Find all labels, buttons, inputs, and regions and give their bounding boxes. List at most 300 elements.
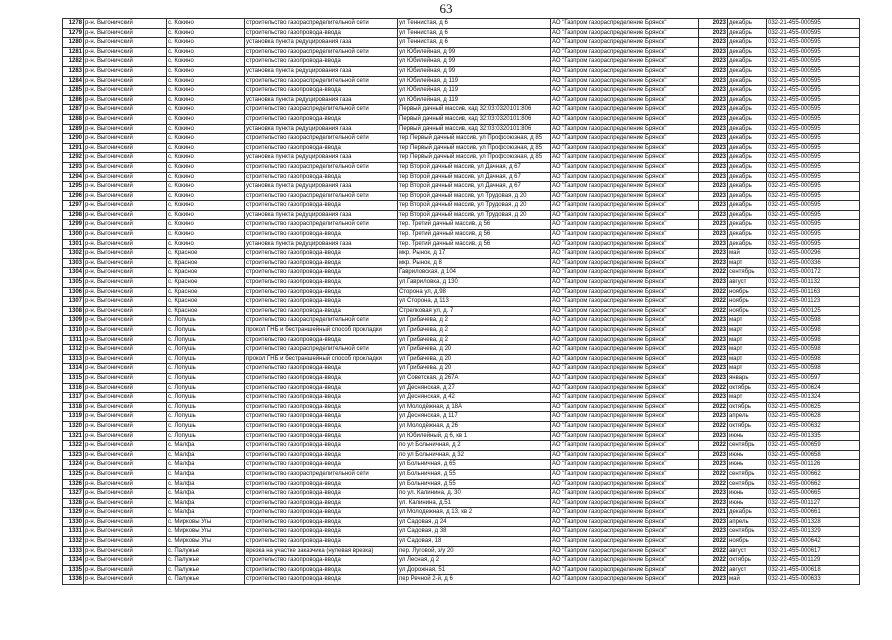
address-cell: мкр. Рынок, д 8	[398, 258, 551, 268]
code-cell: 032-22-455-001132	[767, 278, 860, 288]
table-row	[63, 527, 860, 537]
month-cell: сентябрь	[728, 469, 767, 479]
district-cell: р-н. Выгоничский	[84, 460, 167, 470]
village-cell: с. Лопушь	[167, 364, 245, 374]
village-cell: с. Красное	[167, 297, 245, 307]
row-number: 1303	[63, 258, 84, 268]
village-cell: с. Лопушь	[167, 383, 245, 393]
organization-cell: АО "Газпром газораспределение Брянск"	[551, 575, 699, 585]
district-cell: р-н. Выгоничский	[84, 489, 167, 499]
address-cell: ул Деснянская, д 42	[398, 393, 551, 403]
village-cell: с. Кокино	[167, 105, 245, 115]
address-cell: тер Второй дачный массив, ул Трудовая, д 20	[398, 191, 551, 201]
table-row	[63, 316, 860, 326]
row-number: 1323	[63, 450, 84, 460]
work-type-cell: строительство газопровода-ввода	[245, 249, 398, 259]
table-row	[63, 287, 860, 297]
organization-cell: АО "Газпром газораспределение Брянск"	[551, 220, 699, 230]
table-row	[63, 469, 860, 479]
district-cell: р-н. Выгоничский	[84, 57, 167, 67]
district-cell: р-н. Выгоничский	[84, 134, 167, 144]
table-row	[63, 498, 860, 508]
work-type-cell: строительство газопровода-ввода	[245, 565, 398, 575]
organization-cell: АО "Газпром газораспределение Брянск"	[551, 546, 699, 556]
row-number: 1279	[63, 28, 84, 38]
year-cell: 2023	[699, 114, 728, 124]
table-row	[63, 402, 860, 412]
village-cell: с. Кокино	[167, 210, 245, 220]
district-cell: р-н. Выгоничский	[84, 421, 167, 431]
district-cell: р-н. Выгоничский	[84, 172, 167, 182]
month-cell: август	[728, 565, 767, 575]
code-cell: 032-21-455-000618	[767, 565, 860, 575]
table-row	[63, 258, 860, 268]
district-cell: р-н. Выгоничский	[84, 19, 167, 29]
code-cell: 032-21-455-000595	[767, 182, 860, 192]
village-cell: с. Кокино	[167, 191, 245, 201]
month-cell: сентябрь	[728, 441, 767, 451]
address-cell: ул Теннистая, д 6	[398, 19, 551, 29]
address-cell: тер. Третий дачный массив, д 56	[398, 220, 551, 230]
row-number: 1280	[63, 38, 84, 48]
district-cell: р-н. Выгоничский	[84, 38, 167, 48]
month-cell: июнь	[728, 431, 767, 441]
work-type-cell: строительство газопровода-ввода	[245, 114, 398, 124]
month-cell: апрель	[728, 517, 767, 527]
district-cell: р-н. Выгоничский	[84, 28, 167, 38]
address-cell: ул Грибачева, д 2	[398, 335, 551, 345]
organization-cell: АО "Газпром газораспределение Брянск"	[551, 306, 699, 316]
table-row	[63, 143, 860, 153]
address-cell: ул Юбилейная, д 99	[398, 47, 551, 57]
village-cell: с. Красное	[167, 249, 245, 259]
month-cell: декабрь	[728, 143, 767, 153]
month-cell: декабрь	[728, 201, 767, 211]
row-number: 1311	[63, 335, 84, 345]
month-cell: декабрь	[728, 172, 767, 182]
address-cell: ул Больничная, д 65	[398, 460, 551, 470]
organization-cell: АО "Газпром газораспределение Брянск"	[551, 354, 699, 364]
month-cell: октябрь	[728, 421, 767, 431]
district-cell: р-н. Выгоничский	[84, 162, 167, 172]
month-cell: декабрь	[728, 230, 767, 240]
table-row	[63, 162, 860, 172]
month-cell: декабрь	[728, 86, 767, 96]
month-cell: март	[728, 335, 767, 345]
row-number: 1281	[63, 47, 84, 57]
organization-cell: АО "Газпром газораспределение Брянск"	[551, 57, 699, 67]
district-cell: р-н. Выгоничский	[84, 479, 167, 489]
address-cell: Сторона ул, д.98	[398, 287, 551, 297]
year-cell: 2022	[699, 383, 728, 393]
district-cell: р-н. Выгоничский	[84, 153, 167, 163]
row-number: 1324	[63, 460, 84, 470]
code-cell: 032-21-455-000624	[767, 383, 860, 393]
year-cell: 2023	[699, 258, 728, 268]
year-cell: 2023	[699, 124, 728, 134]
address-cell: ул Гавриловка, д 130	[398, 278, 551, 288]
organization-cell: АО "Газпром газораспределение Брянск"	[551, 124, 699, 134]
table-body	[63, 19, 860, 585]
address-cell: ул Юбилейная, д 99	[398, 66, 551, 76]
year-cell: 2023	[699, 498, 728, 508]
gasification-table-sheet	[62, 18, 832, 585]
address-cell: ул Садовая, д 38	[398, 527, 551, 537]
village-cell: с. Кокино	[167, 220, 245, 230]
month-cell: июнь	[728, 450, 767, 460]
organization-cell: АО "Газпром газораспределение Брянск"	[551, 38, 699, 48]
work-type-cell: строительство газопровода-ввода	[245, 86, 398, 96]
row-number: 1325	[63, 469, 84, 479]
district-cell: р-н. Выгоничский	[84, 201, 167, 211]
month-cell: декабрь	[728, 239, 767, 249]
district-cell: р-н. Выгоничский	[84, 268, 167, 278]
table-row	[63, 441, 860, 451]
district-cell: р-н. Выгоничский	[84, 402, 167, 412]
district-cell: р-н. Выгоничский	[84, 95, 167, 105]
district-cell: р-н. Выгоничский	[84, 306, 167, 316]
work-type-cell: строительство газопровода-ввода	[245, 258, 398, 268]
month-cell: июнь	[728, 460, 767, 470]
row-number: 1298	[63, 210, 84, 220]
address-cell: ул Грибачева, д 20	[398, 345, 551, 355]
village-cell: с. Малфа	[167, 508, 245, 518]
code-cell: 032-21-455-000595	[767, 38, 860, 48]
district-cell: р-н. Выгоничский	[84, 278, 167, 288]
row-number: 1306	[63, 287, 84, 297]
village-cell: с. Лопушь	[167, 412, 245, 422]
year-cell: 2023	[699, 517, 728, 527]
month-cell: декабрь	[728, 66, 767, 76]
organization-cell: АО "Газпром газораспределение Брянск"	[551, 172, 699, 182]
row-number: 1333	[63, 546, 84, 556]
row-number: 1305	[63, 278, 84, 288]
year-cell: 2022	[699, 306, 728, 316]
village-cell: с. Кокино	[167, 28, 245, 38]
district-cell: р-н. Выгоничский	[84, 287, 167, 297]
row-number: 1278	[63, 19, 84, 29]
work-type-cell: строительство газораспределительной сети	[245, 345, 398, 355]
work-type-cell: установка пункта редуцирования газа	[245, 124, 398, 134]
address-cell: ул Юбилейная, д 99	[398, 57, 551, 67]
village-cell: с. Лопушь	[167, 402, 245, 412]
village-cell: с. Кокино	[167, 86, 245, 96]
village-cell: с. Кокино	[167, 95, 245, 105]
table-row	[63, 556, 860, 566]
organization-cell: АО "Газпром газораспределение Брянск"	[551, 460, 699, 470]
year-cell: 2023	[699, 47, 728, 57]
table-row	[63, 230, 860, 240]
village-cell: с. Мирковы Угы	[167, 527, 245, 537]
district-cell: р-н. Выгоничский	[84, 191, 167, 201]
row-number: 1297	[63, 201, 84, 211]
table-row	[63, 76, 860, 86]
work-type-cell: строительство газораспределительной сети	[245, 134, 398, 144]
row-number: 1326	[63, 479, 84, 489]
work-type-cell: установка пункта редуцирования газа	[245, 210, 398, 220]
month-cell: ноябрь	[728, 537, 767, 547]
row-number: 1313	[63, 354, 84, 364]
district-cell: р-н. Выгоничский	[84, 441, 167, 451]
work-type-cell: строительство газопровода-ввода	[245, 201, 398, 211]
address-cell: ул Больничная, д 55	[398, 479, 551, 489]
code-cell: 032-21-455-000595	[767, 66, 860, 76]
address-cell: тер Второй дачный массив, ул Дачная, д 67	[398, 182, 551, 192]
work-type-cell: строительство газопровода-ввода	[245, 278, 398, 288]
organization-cell: АО "Газпром газораспределение Брянск"	[551, 335, 699, 345]
month-cell: март	[728, 316, 767, 326]
row-number: 1315	[63, 373, 84, 383]
address-cell: тер Первый дачный массив, ул Профсоюзная, д 85	[398, 134, 551, 144]
district-cell: р-н. Выгоничский	[84, 345, 167, 355]
month-cell: ноябрь	[728, 297, 767, 307]
work-type-cell: строительство газопровода-ввода	[245, 373, 398, 383]
work-type-cell: строительство газопровода-ввода	[245, 143, 398, 153]
year-cell: 2023	[699, 230, 728, 240]
address-cell: ул Молодежная, д 13, кв 2	[398, 508, 551, 518]
year-cell: 2023	[699, 134, 728, 144]
work-type-cell: установка пункта редуцирования газа	[245, 182, 398, 192]
organization-cell: АО "Газпром газораспределение Брянск"	[551, 95, 699, 105]
table-row	[63, 114, 860, 124]
month-cell: январь	[728, 373, 767, 383]
year-cell: 2022	[699, 421, 728, 431]
organization-cell: АО "Газпром газораспределение Брянск"	[551, 364, 699, 374]
organization-cell: АО "Газпром газораспределение Брянск"	[551, 316, 699, 326]
address-cell: Первый дачный массив, кад 32:03:0320101:806	[398, 105, 551, 115]
village-cell: с. Малфа	[167, 450, 245, 460]
work-type-cell: строительство газопровода-ввода	[245, 479, 398, 489]
organization-cell: АО "Газпром газораспределение Брянск"	[551, 19, 699, 29]
row-number: 1296	[63, 191, 84, 201]
address-cell: ул Грибачева, д 20	[398, 364, 551, 374]
month-cell: декабрь	[728, 124, 767, 134]
organization-cell: АО "Газпром газораспределение Брянск"	[551, 287, 699, 297]
village-cell: с. Кокино	[167, 239, 245, 249]
district-cell: р-н. Выгоничский	[84, 47, 167, 57]
village-cell: с. Лопушь	[167, 354, 245, 364]
work-type-cell: строительство газопровода-ввода	[245, 441, 398, 451]
organization-cell: АО "Газпром газораспределение Брянск"	[551, 556, 699, 566]
table-row	[63, 153, 860, 163]
month-cell: декабрь	[728, 191, 767, 201]
row-number: 1283	[63, 66, 84, 76]
organization-cell: АО "Газпром газораспределение Брянск"	[551, 450, 699, 460]
table-row	[63, 220, 860, 230]
work-type-cell: строительство газопровода-ввода	[245, 364, 398, 374]
village-cell: с. Кокино	[167, 134, 245, 144]
year-cell: 2023	[699, 19, 728, 29]
month-cell: март	[728, 258, 767, 268]
year-cell: 2023	[699, 345, 728, 355]
organization-cell: АО "Газпром газораспределение Брянск"	[551, 402, 699, 412]
code-cell: 032-21-455-000617	[767, 546, 860, 556]
organization-cell: АО "Газпром газораспределение Брянск"	[551, 565, 699, 575]
address-cell: ул Советская, д 267А	[398, 373, 551, 383]
table-row	[63, 191, 860, 201]
row-number: 1336	[63, 575, 84, 585]
year-cell: 2022	[699, 537, 728, 547]
work-type-cell: строительство газопровода-ввода	[245, 431, 398, 441]
village-cell: с. Кокино	[167, 19, 245, 29]
table-row	[63, 479, 860, 489]
code-cell: 032-21-455-000595	[767, 191, 860, 201]
organization-cell: АО "Газпром газораспределение Брянск"	[551, 258, 699, 268]
work-type-cell: строительство газораспределительной сети	[245, 105, 398, 115]
address-cell: Первый дачный массив, кад 32:03:0320101:806	[398, 114, 551, 124]
address-cell: по ул Больничная, д 32	[398, 450, 551, 460]
year-cell: 2023	[699, 143, 728, 153]
organization-cell: АО "Газпром газораспределение Брянск"	[551, 326, 699, 336]
organization-cell: АО "Газпром газораспределение Брянск"	[551, 373, 699, 383]
gasification-table	[62, 18, 860, 585]
table-row	[63, 517, 860, 527]
village-cell: с. Красное	[167, 306, 245, 316]
row-number: 1304	[63, 268, 84, 278]
year-cell: 2023	[699, 575, 728, 585]
year-cell: 2022	[699, 479, 728, 489]
work-type-cell: строительство газораспределительной сети	[245, 162, 398, 172]
month-cell: апрель	[728, 412, 767, 422]
row-number: 1319	[63, 412, 84, 422]
code-cell: 032-21-455-000598	[767, 316, 860, 326]
district-cell: р-н. Выгоничский	[84, 220, 167, 230]
year-cell: 2022	[699, 297, 728, 307]
table-row	[63, 306, 860, 316]
table-row	[63, 335, 860, 345]
row-number: 1335	[63, 565, 84, 575]
address-cell: мкр. Рынок, д 17	[398, 249, 551, 259]
address-cell: ул Грибачева, д 2	[398, 316, 551, 326]
village-cell: с. Лопушь	[167, 345, 245, 355]
code-cell: 032-21-455-000598	[767, 364, 860, 374]
code-cell: 032-21-455-000595	[767, 95, 860, 105]
organization-cell: АО "Газпром газораспределение Брянск"	[551, 508, 699, 518]
code-cell: 032-21-455-000595	[767, 114, 860, 124]
month-cell: июнь	[728, 498, 767, 508]
code-cell: 032-22-455-001335	[767, 431, 860, 441]
code-cell: 032-21-455-000628	[767, 412, 860, 422]
month-cell: март	[728, 393, 767, 403]
organization-cell: АО "Газпром газораспределение Брянск"	[551, 469, 699, 479]
address-cell: ул Теннистая, д 6	[398, 28, 551, 38]
district-cell: р-н. Выгоничский	[84, 412, 167, 422]
district-cell: р-н. Выгоничский	[84, 527, 167, 537]
code-cell: 032-21-455-000595	[767, 105, 860, 115]
row-number: 1299	[63, 220, 84, 230]
village-cell: с. Малфа	[167, 441, 245, 451]
work-type-cell: строительство газопровода-ввода	[245, 57, 398, 67]
organization-cell: АО "Газпром газораспределение Брянск"	[551, 47, 699, 57]
village-cell: с. Малфа	[167, 479, 245, 489]
year-cell: 2023	[699, 95, 728, 105]
district-cell: р-н. Выгоничский	[84, 297, 167, 307]
year-cell: 2023	[699, 450, 728, 460]
row-number: 1321	[63, 431, 84, 441]
code-cell: 032-21-455-000296	[767, 249, 860, 259]
year-cell: 2022	[699, 287, 728, 297]
table-row	[63, 86, 860, 96]
year-cell: 2023	[699, 249, 728, 259]
code-cell: 032-22-455-001129	[767, 556, 860, 566]
district-cell: р-н. Выгоничский	[84, 556, 167, 566]
address-cell: ул Садовая, д 24	[398, 517, 551, 527]
address-cell: тер. Третий дачный массив, д 56	[398, 239, 551, 249]
month-cell: декабрь	[728, 95, 767, 105]
year-cell: 2022	[699, 441, 728, 451]
village-cell: с. Кокино	[167, 57, 245, 67]
code-cell: 032-21-455-000172	[767, 268, 860, 278]
year-cell: 2023	[699, 162, 728, 172]
address-cell: ул Деснянская, д 27	[398, 383, 551, 393]
address-cell: ул Садовая, 18	[398, 537, 551, 547]
organization-cell: АО "Газпром газораспределение Брянск"	[551, 527, 699, 537]
code-cell: 032-21-455-000595	[767, 124, 860, 134]
organization-cell: АО "Газпром газораспределение Брянск"	[551, 489, 699, 499]
row-number: 1302	[63, 249, 84, 259]
address-cell: Первый дачный массив, кад 32:03:0320101:806	[398, 124, 551, 134]
row-number: 1329	[63, 508, 84, 518]
village-cell: с. Красное	[167, 278, 245, 288]
row-number: 1289	[63, 124, 84, 134]
village-cell: с. Кокино	[167, 162, 245, 172]
row-number: 1320	[63, 421, 84, 431]
organization-cell: АО "Газпром газораспределение Брянск"	[551, 66, 699, 76]
district-cell: р-н. Выгоничский	[84, 66, 167, 76]
code-cell: 032-21-455-000595	[767, 28, 860, 38]
year-cell: 2023	[699, 210, 728, 220]
row-number: 1308	[63, 306, 84, 316]
month-cell: декабрь	[728, 76, 767, 86]
code-cell: 032-21-455-000658	[767, 450, 860, 460]
code-cell: 032-22-455-001324	[767, 393, 860, 403]
year-cell: 2023	[699, 66, 728, 76]
work-type-cell: строительство газораспределительной сети	[245, 76, 398, 86]
village-cell: с. Красное	[167, 258, 245, 268]
table-row	[63, 47, 860, 57]
district-cell: р-н. Выгоничский	[84, 239, 167, 249]
code-cell: 032-21-455-000661	[767, 508, 860, 518]
organization-cell: АО "Газпром газораспределение Брянск"	[551, 162, 699, 172]
year-cell: 2022	[699, 556, 728, 566]
month-cell: декабрь	[728, 210, 767, 220]
table-row	[63, 19, 860, 29]
month-cell: декабрь	[728, 19, 767, 29]
year-cell: 2023	[699, 354, 728, 364]
work-type-cell: строительство газораспределительной сети	[245, 191, 398, 201]
table-row	[63, 508, 860, 518]
organization-cell: АО "Газпром газораспределение Брянск"	[551, 345, 699, 355]
row-number: 1310	[63, 326, 84, 336]
address-cell: тер Второй дачный массив, ул Дачная, д 67	[398, 162, 551, 172]
table-row	[63, 124, 860, 134]
organization-cell: АО "Газпром газораспределение Брянск"	[551, 479, 699, 489]
organization-cell: АО "Газпром газораспределение Брянск"	[551, 412, 699, 422]
address-cell: ул Лесная, д 2	[398, 556, 551, 566]
address-cell: ул Дорожная, 51	[398, 565, 551, 575]
row-number: 1288	[63, 114, 84, 124]
village-cell: с. Палужье	[167, 575, 245, 585]
district-cell: р-н. Выгоничский	[84, 76, 167, 86]
row-number: 1312	[63, 345, 84, 355]
organization-cell: АО "Газпром газораспределение Брянск"	[551, 210, 699, 220]
village-cell: с. Кокино	[167, 182, 245, 192]
village-cell: с. Палужье	[167, 565, 245, 575]
code-cell: 032-21-455-000595	[767, 143, 860, 153]
code-cell: 032-21-455-001126	[767, 460, 860, 470]
district-cell: р-н. Выгоничский	[84, 143, 167, 153]
organization-cell: АО "Газпром газораспределение Брянск"	[551, 105, 699, 115]
